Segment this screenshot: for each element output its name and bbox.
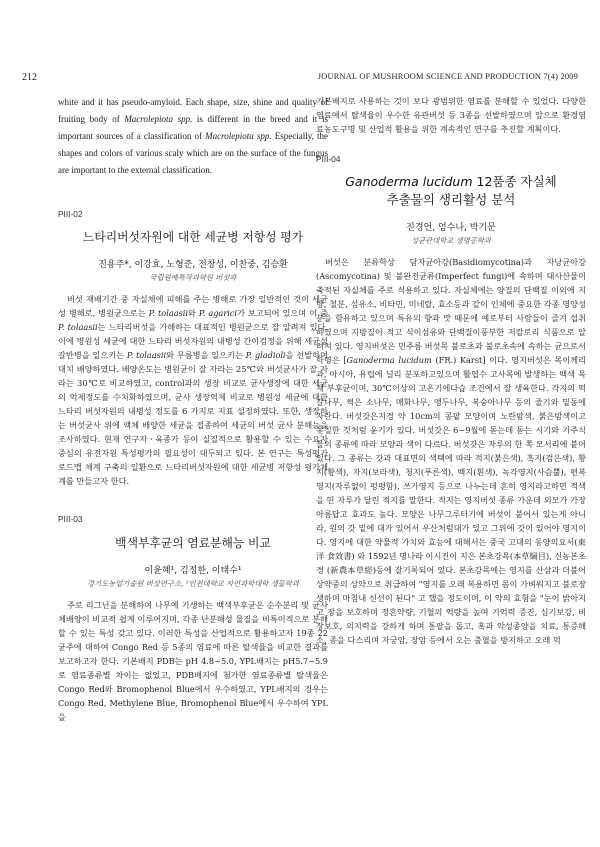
abstract-title [316, 172, 586, 208]
abstract-body: 주로 리그닌을 분해하여 나무에 기생하는 백색부후균은 순수분리 및 균사체배양이 비교적 쉽게 이루어지며, 각종 난분해성 물질을 비특이적으로 분해할 수 있는 특성 갖고 있다. 이러한 특성을 산업적으로 활용하고자 19종 22균주에 대하여 Congo Red 등 5종의 염료에 따른 탈색율을 비교한 결과를 보고하고자 한다. 기본배지 PDB는 pH 4.8~5.0, YPL배지는 pH5.7~5.9로 염료종류별 차이는 없었고, PDB배지에 첨가한 염료종류별 탈색율은 Congo Red와 Bromophenol Blue에서 우수하였고, YPL배지의 경우는Congo Red, Methylene Blue, Bromophenol Blue에서 우수하여 YPL을 [58, 600, 328, 722]
journal-title: JOURNAL OF MUSHROOM SCIENCE AND PRODUCTION 7(4) 2009 [317, 72, 578, 81]
abstract-body: 버섯은 분류학상 담자균아강(Basidiomycotina)과 자낭균아강(Ascomycotina) 및 불완전균류(Imperfect fungi)에 속하며 대사산물이 축적된 자실체를 주로 식용하고 있다. 자실체에는 양질의 단백질 이외에 지방, 철분, 섬유소, 비타민, 미네랄, 효소등과 같이 인체에 중요한 각종 영양성분을 함유하고 있으며 특유의 향과 맛 때문에 예로부터 사람들이 즐겨 섭취하였으며 지방질이 적고 식이섬유와 단백질이풍부한 저칼로리 식품으로 알려져 있다. 영지버섯은 민주름 버섯목 불로초과 불로초속에 속하는 균으로서 학명은 [Ganoderma lucidum (FR.) Karst] 이다. 영지버섯은 목이께리과, 아시아, 유럽에 널리 분포하고있으며 활엽수 고사목에 발생하는 백색 목재 부후균이며, 30℃이상의 고온기에다습 조건에서 잘 생육한다. 각지의 떡갈나무, 썩은 소나무, 매화나무, 앵두나무, 복숭아나무 등의 줄기와 밑동에 자란다. 버섯갓은지경 약 10cm의 콩팥 모양이며 노란밤색, 붉은밤색이고 옻칠한 것처럼 윤기가 있다. 버섯갓은 6~9월에 돋는데 돋는 시기와 기주식물의 종류에 따라 모양과 색이 다르다. 버섯갓은 자루의 한 쪽 모서리에 붙어 있다. 그 종류는 갓과 대표면의 색택에 따라 적지(붉은색), 흑지(검은색), 황지(황색), 자지(보라색), 청지(푸른색), 백지(흰색), 녹각영지(사슴뿔), 편복영지(자루없이 펑평함), 쓰가영지 등으로 나누는데 흔히 영지라고하면 적색을 띤 자루가 달린 적지를 말한다. 적지는 영지버섯 종류 가운데 외모가 가장 아름답고 효과도 높다. 모양은 나무그루터기에 버섯이 붙어서 있는게 아니라, 원의 갓 밑에 대가 있어서 우산처럼대가 있고 그위에 갓이 있어야 영지이다. 영지에 대한 약물적 가치와 효능에 대해서는 중국 고대의 동양의요서(東洋 食效書) 와 1592년 명나라 이시진이 지은 본초강목(本草綱目), 신농본초경 (新農本草經)등에 잘기록되어 있다. 본초강목에는 영지를 산삼과 더불어 상약중의 상약으로 취급하여 "영지를 오래 복용하면 몸이 가벼워지고 불로장생하며 마침내 신선이 된다" 고 했을 정도이며, 이 약의 효험을 "눈이 밝아지고 장을 보호하며 정혼약량, 기혈의 억량을 높여 기억력 증진, 심기보강, 비장보호, 의지력을 강하게 하며 통팔을 돕고, 혹과 악성종양을 치료, 통증해소, 종을 다스리며 자궁암, 장암 등에서 오는 출혈을 방지하고 오래 먹 [316, 257, 586, 645]
right-column [316, 94, 586, 647]
abstract-affiliation: 경기도농업기술원 버섯연구소, ¹인천대학교 자연과학대학 생물학과 [87, 579, 299, 588]
continued-korean-text: 기본배지로 사용하는 것이 보다 광범위한 염료를 분해할 수 있었다. 다양한 염료에서 탈색율이 우수한 유관버섯 등 3종을 선발하였으며 앞으로 환경염료농도구명 및 산업적 활용을 위한 계속적인 연구를 추진할 계획이다. [316, 96, 586, 134]
abstract-code: PIII-04 [316, 154, 341, 164]
abstract-affiliation: 국립원예특작과학원 버섯과 [149, 273, 237, 282]
left-column [58, 94, 328, 724]
abstract-title-line2: 추출물의 생리활성 분석 [386, 192, 516, 207]
abstract-authors: 진경언, 엄수나, 박기문 [406, 223, 496, 233]
abstract-body: 버섯 재배기간 중 자실체에 피해를 주는 병해로 가장 일반적인 것이 세균성 병해로, 병원균으로는 P. tolaasii와 P. agarici가 보고되어 있으며 이 중 P. tolaasii는 느타리버섯을 가해하는 대표적인 병원균으로 잘 알려져 있다. 이에 병원성 세균에 대한 느타리 버섯자원의 내병성 간이검정을 위해 세균성 갈반병을 일으키는 P. tolaasii와 무름병을 일으키는 P. gladioli을 선발하여 대치 배양하였다. 배양온도는 병원균이 잘 자라는 25℃와 버섯균사가 잘 자라는 30℃로 비교하였고, control과의 생장 비교로 균사생장에 대한 세균의 억제정도를 수치화하였으며, 균사 생장억제 비교로 병원성 세균에 대한 느타리 버섯자원의 내병성 정도를 6 가지로 지표 설정하였다. 또한, 생장하는 버섯균사 위에 액체 배양한 세균을 접종하여 세균의 버섯 균사 분해능을 조사하였다. 현재 연구자ㆍ육종가 등이 실질적으로 활용할 수 있는 수요자 중심의 유전자원 특성평가의 필요성이 대두되고 있다. 본 연구는 특성평가 로드맵 체계 구축의 일환으로 느타리버섯자원에 대한 세균병 저항성 평가체계를 만들고자 한다. [58, 294, 328, 486]
abstract-title-line1: Ganoderma lucidum 12품종 자실체 [345, 174, 557, 189]
continued-english-text: white and it has pseudo-amyloid. Each shape, size, shine and quality of fruiting body of Macrolepiota spp. is different in the breed and it is important sources of a classification of Macrolepiota spp. Especially, the shapes and colors of various scaly which are on the surface of the fungus are important to the external classification. [58, 97, 328, 175]
abstract-affiliation: 성균관대학교 생명공학과 [411, 236, 491, 245]
page-header [22, 72, 578, 86]
abstract-title: 백색부후균의 염료분해능 비교 [115, 536, 271, 550]
abstract-authors: 이윤혜¹, 김정한, 이태수¹ [144, 566, 242, 576]
abstract-code: PIII-03 [58, 514, 83, 524]
page-number: 212 [22, 72, 37, 83]
abstract-authors: 진용주*, 이강효, 노형준, 전창성, 이찬중, 김승환 [98, 260, 288, 270]
abstract-title: 느타리버섯자원에 대한 세균병 저항성 평가 [82, 230, 304, 244]
abstract-code: PIII-02 [58, 209, 83, 219]
